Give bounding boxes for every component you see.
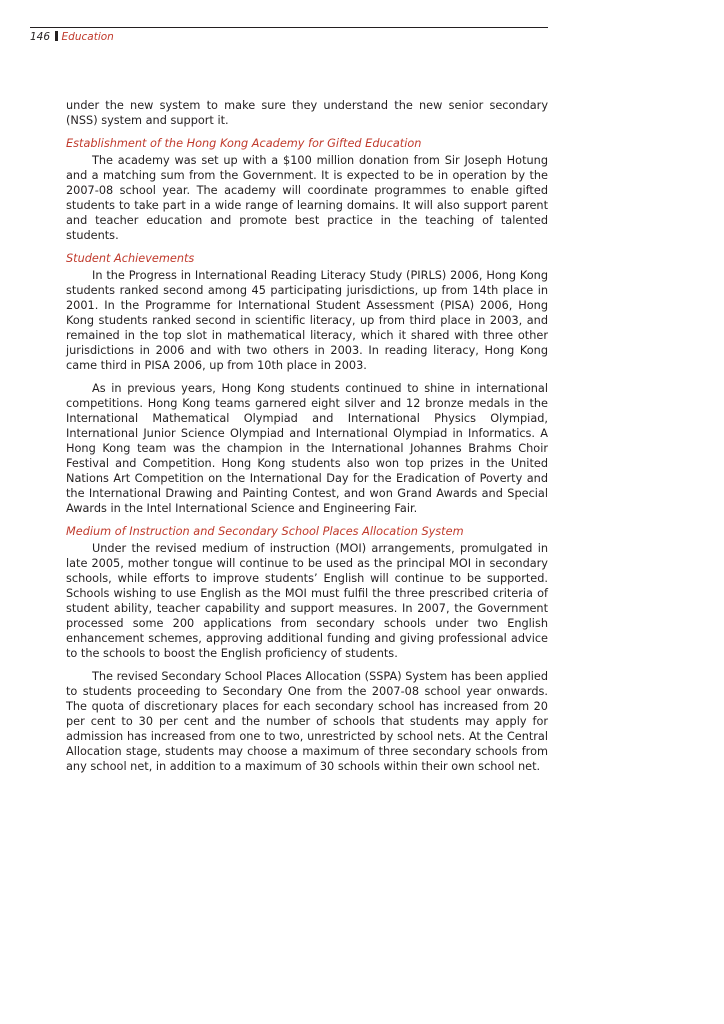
paragraph-sspa: The revised Secondary School Places Allocation (SSPA) System has been applied to students proceeding to Secondary One from the 2007-08 school year onwards. The quota of discretionary places for each secondary school has increased from 20 per cent to 30 per cent and the number of schools that students may apply for admission has increased from one to two, unrestricted by school nets. At the Central Allocation stage, students may choose a maximum of three secondary schools from any school net, in addition to a maximum of 30 schools within their own school net. — [66, 670, 549, 773]
subheading-gifted-academy: Establishment of the Hong Kong Academy for Gifted Education — [66, 137, 422, 150]
section-title: Education — [61, 31, 114, 43]
header-separator-bar — [55, 31, 58, 41]
page-number: 146 — [30, 31, 51, 43]
paragraph-pirls-pisa: In the Progress in International Reading Literacy Study (PIRLS) 2006, Hong Kong students ranked second among 45 participating jurisdictions, up from 14th place in 2001. In the Programme for International Student Assessment (PISA) 2006, Hong Kong students ranked second in scientific literacy, up from third place in 2003, and remained in the top slot in mathematical literacy, which it shared with three other jurisdictions in 2006 and with two others in 2003. In reading literacy, Hong Kong came third in PISA 2006, up from 10th place in 2003. — [66, 269, 548, 372]
running-head — [30, 31, 114, 44]
paragraph-intro: under the new system to make sure they understand the new senior secondary (NSS) system and support it. — [66, 99, 548, 127]
subheading-student-achievements: Student Achievements — [66, 252, 195, 265]
subheading-moi-sspa: Medium of Instruction and Secondary School Places Allocation System — [66, 525, 464, 538]
paragraph-moi: Under the revised medium of instruction (MOI) arrangements, promulgated in late 2005, mother tongue will continue to be used as the principal MOI in secondary schools, while efforts to improve students’ English will continue to be supported. Schools wishing to use English as the MOI must fulfil the three prescribed criteria of student ability, teacher capability and support measures. In 2007, the Government processed some 200 applications from secondary schools under two English enhancement schemes, approving additional funding and giving professional advice to the schools to boost the English proficiency of students. — [66, 542, 548, 660]
paragraph-competitions: As in previous years, Hong Kong students continued to shine in international competitions. Hong Kong teams garnered eight silver and 12 bronze medals in the International Mathematical Olympiad and International Physics Olympiad, International Junior Science Olympiad and International Olympiad in Informatics. A Hong Kong team was the champion in the International Johannes Brahms Choir Festival and Competition. Hong Kong students also won top prizes in the United Nations Art Competition on the International Day for the Eradication of Poverty and the International Drawing and Painting Contest, and won Grand Awards and Special Awards in the Intel International Science and Engineering Fair. — [66, 382, 548, 515]
paragraph-gifted-academy: The academy was set up with a $100 million donation from Sir Joseph Hotung and a matching sum from the Government. It is expected to be in operation by the 2007-08 school year. The academy will coordinate programmes to enable gifted students to take part in a wide range of learning domains. It will also support parent and teacher education and promote best practice in the teaching of talented students. — [66, 154, 548, 242]
article-body — [66, 98, 548, 782]
header-rule — [30, 27, 548, 28]
